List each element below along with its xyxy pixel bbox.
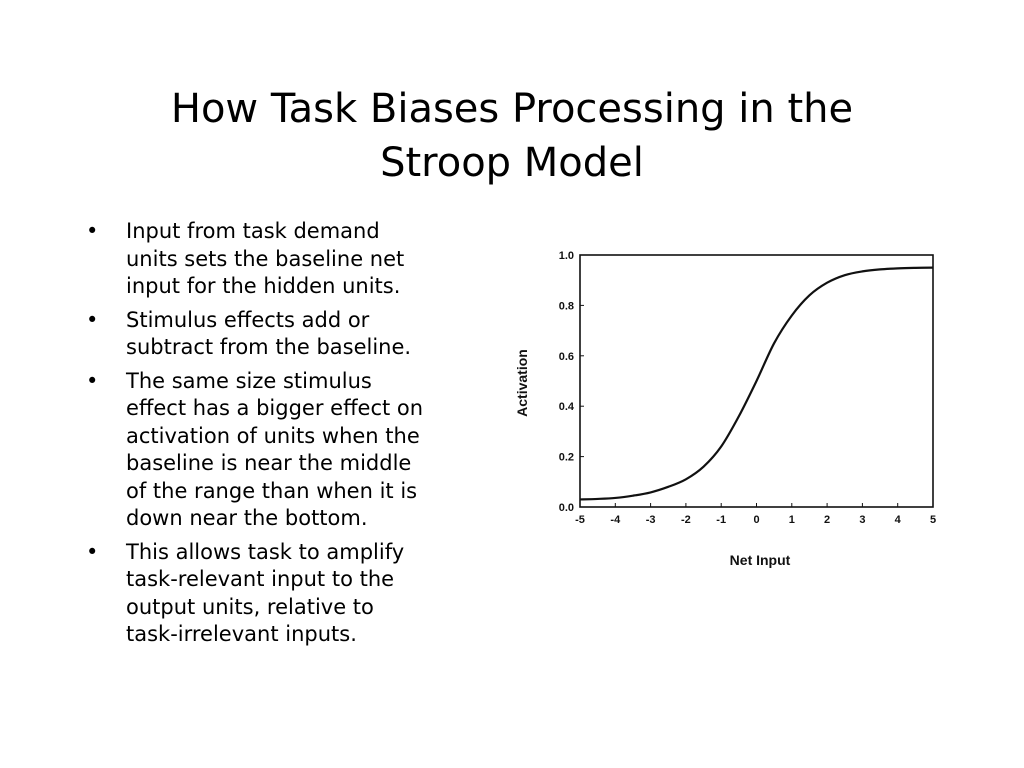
- bullet-item-1: [86, 218, 506, 301]
- bullet-marker: •: [86, 219, 99, 243]
- y-axis-label: Activation: [514, 349, 530, 417]
- bullet-1-line-1: Input from task demand: [126, 219, 380, 243]
- x-axis-label: Net Input: [729, 552, 791, 568]
- bullet-marker: •: [86, 539, 99, 564]
- bullet-3-line-1: The same size stimulus: [126, 368, 372, 393]
- x-tick-label: 4: [894, 514, 901, 526]
- bullet-4-line-3: output units, relative to: [126, 594, 374, 619]
- x-tick-label: 5: [929, 514, 937, 526]
- bullet-4-line-4: task-irrelevant inputs.: [126, 622, 357, 646]
- activation-curve: [580, 268, 933, 500]
- bullet-4-line-2: task-relevant input to the: [126, 567, 395, 591]
- x-tick-label: 0: [753, 514, 760, 526]
- bullet-list: [86, 218, 506, 655]
- bullet-3-line-5: of the range than when it is: [126, 478, 418, 503]
- bullet-3-line-4: baseline is near the middle: [126, 451, 412, 475]
- x-tick-label: 1: [788, 514, 795, 526]
- activation-chart: [505, 235, 965, 585]
- y-tick-label: 0.0: [558, 502, 574, 514]
- y-tick-label: 0.2: [558, 451, 574, 464]
- x-tick-label: -5: [575, 514, 585, 526]
- x-tick-label: 2: [824, 514, 831, 526]
- slide-title: [60, 82, 964, 190]
- y-tick-label: 0.4: [558, 401, 574, 414]
- y-tick-label: 1.0: [558, 250, 574, 262]
- x-tick-label: -1: [716, 514, 727, 526]
- x-tick-label: -4: [610, 514, 621, 526]
- bullet-item-2: [86, 307, 506, 362]
- bullet-marker: •: [86, 368, 99, 393]
- x-tick-label: -2: [681, 514, 691, 526]
- x-tick-label: 3: [859, 514, 866, 526]
- title-line-2: Stroop Model: [380, 140, 644, 186]
- bullet-marker: •: [86, 307, 99, 332]
- title-line-1: How Task Biases Processing in the: [170, 86, 854, 132]
- y-tick-label: 0.6: [558, 350, 574, 363]
- bullet-2-line-1: Stimulus effects add or: [126, 307, 370, 332]
- bullet-1-line-2: units sets the baseline net: [126, 246, 405, 271]
- bullet-3-line-6: down near the bottom.: [126, 506, 368, 530]
- bullet-3-line-3: activation of units when the: [126, 423, 420, 448]
- bullet-3-line-2: effect has a bigger effect on: [126, 396, 424, 420]
- bullet-2-line-2: subtract from the baseline.: [126, 335, 412, 359]
- bullet-4-line-1: This allows task to amplify: [126, 539, 405, 564]
- bullet-item-4: [86, 539, 506, 649]
- bullet-item-3: [86, 368, 506, 533]
- y-tick-label: 0.8: [558, 300, 574, 313]
- x-tick-label: -3: [645, 514, 656, 526]
- bullet-1-line-3: input for the hidden units.: [126, 274, 401, 298]
